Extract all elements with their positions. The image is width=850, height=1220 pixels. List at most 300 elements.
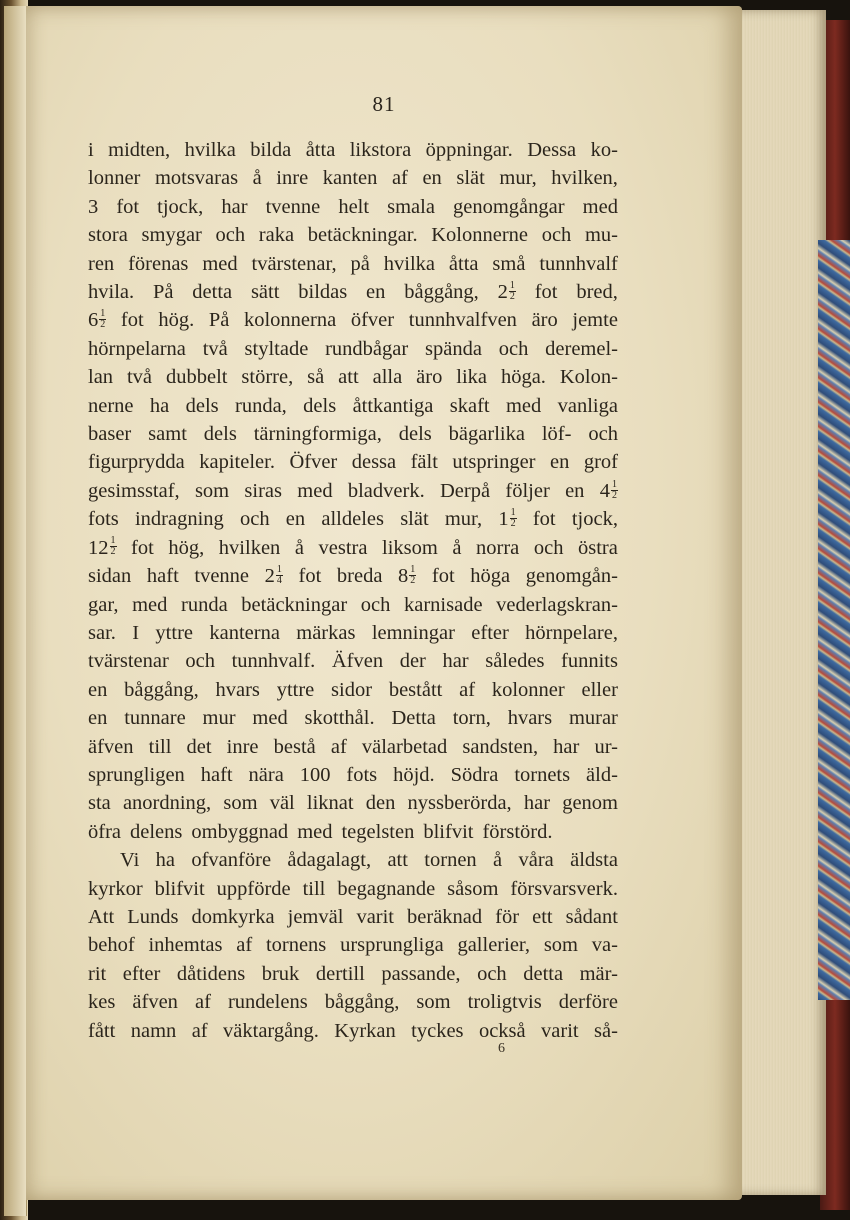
word: skotthål. <box>304 707 375 730</box>
word: 12 $\frac{1}{2}$ <box>88 535 116 559</box>
word: har <box>221 195 248 218</box>
text-line <box>88 164 618 192</box>
word: varit <box>356 905 395 928</box>
word: å <box>493 849 503 872</box>
word: hvilken, <box>551 167 618 190</box>
word: sprungligen <box>88 763 185 786</box>
word: sar. <box>88 621 116 644</box>
text-line <box>88 335 618 363</box>
book-page <box>26 6 742 1200</box>
word: båggång, <box>324 991 400 1014</box>
word: med <box>202 252 238 275</box>
word: fots <box>88 508 119 531</box>
word: Vi <box>120 849 140 872</box>
word: tärningformiga, <box>253 423 382 446</box>
word: af <box>191 1019 208 1042</box>
text-line <box>88 789 618 817</box>
word: kolonnerna <box>243 309 337 332</box>
word: passande, <box>381 962 461 985</box>
word: betäckningar. <box>307 224 418 247</box>
word: rundelens <box>227 991 308 1014</box>
fraction: $\frac{1}{2}$ <box>509 279 515 302</box>
word: äldsta <box>570 849 618 872</box>
word: lemningar <box>371 621 455 644</box>
word: våra <box>518 849 554 872</box>
word: som <box>194 479 230 502</box>
text-line <box>88 647 618 675</box>
word: äld- <box>586 763 618 786</box>
word: hvars <box>215 678 260 701</box>
word: lika <box>456 366 488 389</box>
word: der <box>399 650 426 673</box>
word: hörnpelare, <box>525 621 618 644</box>
word: mär- <box>579 962 618 985</box>
word: tunnhvalfven <box>408 309 517 332</box>
word: ur- <box>594 735 618 758</box>
word: sandsten, <box>462 735 539 758</box>
word: tjock, <box>571 508 618 531</box>
word: smala <box>387 195 435 218</box>
body-text <box>88 136 618 1045</box>
word: dåtidens <box>176 962 246 985</box>
word: gesimsstaf, <box>88 479 180 502</box>
word: så- <box>594 1019 618 1042</box>
text-line <box>88 136 618 164</box>
text-line <box>88 988 618 1016</box>
word: höga <box>470 565 511 588</box>
word: märkas <box>296 621 356 644</box>
word: Lunds <box>127 905 179 928</box>
word: öfra <box>88 820 122 843</box>
word: mu- <box>584 224 618 247</box>
word: som <box>416 991 451 1014</box>
word: en <box>88 678 108 701</box>
word: bred, <box>576 281 618 304</box>
word: va- <box>591 934 618 957</box>
word: murar <box>568 707 618 730</box>
word: äfven <box>132 991 178 1014</box>
word: hvila. <box>88 281 135 304</box>
word: fot <box>532 508 556 531</box>
word: karnisade <box>404 593 483 616</box>
word: hög. <box>158 309 195 332</box>
word: tegelsten <box>341 820 415 843</box>
word: beräknad <box>407 905 483 928</box>
word: försvarsverk. <box>510 877 618 900</box>
text-line <box>88 363 618 391</box>
word: delens <box>130 820 183 843</box>
word: af <box>459 678 476 701</box>
word: att <box>387 849 408 872</box>
word: äro <box>416 366 443 389</box>
word: vestra <box>318 536 368 559</box>
word: liksom <box>382 536 438 559</box>
text-line <box>88 875 618 903</box>
text-line <box>88 846 618 874</box>
word: 3 <box>88 195 99 218</box>
word: Kolonnerne <box>431 224 529 247</box>
word: åtta <box>305 139 336 161</box>
word: således <box>485 650 545 673</box>
word: yttre <box>276 678 315 701</box>
word: uppförde <box>216 877 291 900</box>
word: bestått <box>388 678 443 701</box>
word: inre <box>226 735 259 758</box>
word: rit <box>88 962 107 985</box>
word: äfven <box>88 735 134 758</box>
word: en <box>422 167 442 190</box>
word: har <box>553 735 580 758</box>
word: i <box>88 139 94 161</box>
word: det <box>186 735 212 758</box>
word: med <box>297 820 333 843</box>
word: hvars <box>507 707 553 730</box>
word: tunnhvalf. <box>231 650 316 673</box>
word: sidor <box>331 678 373 701</box>
word: fält <box>410 451 438 474</box>
word: breda <box>336 565 383 588</box>
word: stora <box>88 224 128 247</box>
word: tornets <box>514 763 571 786</box>
word: efter <box>122 962 161 985</box>
word: smygar <box>141 224 202 247</box>
word: förenas <box>128 252 189 275</box>
word: Södra <box>450 763 499 786</box>
word: mur, <box>444 508 483 531</box>
page-stack-edge <box>736 10 826 1195</box>
word: dels <box>203 423 237 446</box>
word: hvilken <box>218 536 281 559</box>
text-line <box>88 250 618 278</box>
word: haft <box>200 763 233 786</box>
word: tyckes <box>411 1019 464 1042</box>
word: grof <box>583 451 618 474</box>
word: större, <box>241 366 294 389</box>
word: yttre <box>155 621 193 644</box>
word: tvärstenar <box>88 650 169 673</box>
word: Dessa <box>527 139 577 161</box>
word: å <box>252 167 262 190</box>
marbled-edge <box>818 240 850 1000</box>
text-line <box>88 477 618 505</box>
word: väl <box>269 792 295 815</box>
word: fot <box>534 281 558 304</box>
word: liknat <box>306 792 354 815</box>
word: välarbetad <box>361 735 448 758</box>
word: funnits <box>561 650 618 673</box>
word: ursprungliga <box>340 934 444 957</box>
word: tvenne <box>194 565 250 588</box>
word: dels <box>303 394 337 417</box>
fraction: $\frac{1}{2}$ <box>110 535 116 558</box>
word: torn, <box>452 707 491 730</box>
word: deremel- <box>545 337 618 360</box>
word: betäckningar <box>241 593 348 616</box>
word: Derpå <box>440 479 491 502</box>
word: den <box>365 792 396 815</box>
word: baser <box>88 423 132 446</box>
word: också <box>478 1019 526 1042</box>
word: och <box>541 224 572 247</box>
word: och <box>498 337 529 360</box>
word: dubbelt <box>165 366 228 389</box>
word: gar, <box>88 593 119 616</box>
text-line <box>88 448 618 476</box>
word: af <box>194 991 211 1014</box>
word: motsvaras <box>154 167 239 190</box>
word: har <box>442 650 469 673</box>
word: af <box>391 167 408 190</box>
word: figurprydda <box>88 451 185 474</box>
word: öfver <box>350 309 395 332</box>
word: ådagalagt, <box>287 849 372 872</box>
text-line <box>88 221 618 249</box>
text-line <box>88 619 618 647</box>
word: helt <box>338 195 370 218</box>
word: höga. <box>500 366 546 389</box>
word: sidan <box>88 565 132 588</box>
word: Att <box>88 905 115 928</box>
word: och <box>360 593 391 616</box>
word: åttkantiga <box>352 394 434 417</box>
text-line <box>88 420 618 448</box>
word: 4 $\frac{1}{2}$ <box>599 478 617 502</box>
text-line <box>88 306 618 334</box>
word: och <box>588 423 618 446</box>
signature-mark: 6 <box>498 1041 505 1056</box>
word: å <box>294 536 304 559</box>
text-line <box>88 591 618 619</box>
word: och <box>239 508 270 531</box>
word: små <box>492 252 526 275</box>
text-line <box>88 818 618 846</box>
word: med <box>132 593 168 616</box>
word: Kolon- <box>559 366 618 389</box>
word: fot <box>431 565 455 588</box>
text-line <box>88 704 618 732</box>
word: en <box>88 707 108 730</box>
fraction: $\frac{1}{2}$ <box>410 563 416 586</box>
word: siras <box>244 479 282 502</box>
word: ko- <box>590 139 618 161</box>
word: indragning <box>134 508 224 531</box>
word: tunnare <box>124 707 186 730</box>
word: dels <box>398 423 432 446</box>
word: slät <box>400 508 429 531</box>
word: namn <box>130 1019 177 1042</box>
word: kolonner <box>491 678 565 701</box>
text-line <box>88 562 618 590</box>
word: å <box>452 536 462 559</box>
word: och <box>533 536 564 559</box>
word: efter <box>471 621 509 644</box>
word: gallerier, <box>457 934 531 957</box>
text-line <box>88 534 618 562</box>
word: två <box>202 337 228 360</box>
word: runda <box>181 593 228 616</box>
word: kanten <box>322 167 378 190</box>
word: midten, <box>108 139 171 161</box>
word: hvilka <box>184 139 236 161</box>
word: en <box>565 479 585 502</box>
word: tjock, <box>157 195 204 218</box>
text-line <box>88 761 618 789</box>
word: styltade <box>244 337 309 360</box>
word: tvenne <box>265 195 321 218</box>
word: varit <box>541 1019 579 1042</box>
word: spända <box>425 337 482 360</box>
word: ofvanföre <box>191 849 272 872</box>
page-number: 81 <box>372 92 396 116</box>
fraction: $\frac{1}{2}$ <box>100 308 106 331</box>
word: fots <box>346 763 378 786</box>
word: skaft <box>449 394 490 417</box>
word: och <box>477 962 507 985</box>
word: åtta <box>448 252 479 275</box>
word: behof <box>88 934 135 957</box>
word: två <box>126 366 153 389</box>
word: hög, <box>168 536 205 559</box>
word: På <box>208 309 230 332</box>
word: båggång, <box>404 281 479 304</box>
text-line <box>88 193 618 221</box>
fraction: $\frac{1}{2}$ <box>611 478 617 501</box>
word: bilda <box>250 139 292 161</box>
word: 1 $\frac{1}{2}$ <box>498 507 516 531</box>
word: af <box>236 934 253 957</box>
word: inre <box>276 167 309 190</box>
word: löf- <box>541 423 572 446</box>
word: att <box>338 366 359 389</box>
word: som <box>543 934 578 957</box>
word: på <box>350 252 370 275</box>
word: derföre <box>558 991 618 1014</box>
word: en <box>549 451 570 474</box>
word: bestå <box>273 735 316 758</box>
word: af <box>330 735 347 758</box>
text-line <box>88 931 618 959</box>
text-line <box>88 1017 618 1045</box>
word: nerne <box>88 394 134 417</box>
word: med <box>505 394 542 417</box>
text-line <box>88 960 618 988</box>
word: rundbågar <box>325 337 409 360</box>
word: haft <box>146 565 179 588</box>
word: ha <box>155 849 175 872</box>
word: dessa <box>351 451 397 474</box>
word: Öfver <box>289 451 338 474</box>
word: sådant <box>565 905 618 928</box>
word: 8 $\frac{1}{2}$ <box>398 563 416 588</box>
fraction: $\frac{1}{4}$ <box>276 563 282 586</box>
word: eller <box>581 678 618 701</box>
word: På <box>152 281 174 304</box>
word: fot <box>131 536 154 559</box>
word: genom <box>562 792 618 815</box>
word: hörnpelarna <box>88 337 186 360</box>
fraction: $\frac{1}{2}$ <box>510 507 516 530</box>
word: tornen <box>424 849 477 872</box>
word: lonner <box>88 167 141 190</box>
word: nyssberörda, <box>407 792 512 815</box>
word: fot <box>120 309 144 332</box>
word: dertill <box>315 962 365 985</box>
word: väktargång. <box>223 1019 319 1042</box>
word: begagnande <box>337 877 436 900</box>
text-line <box>88 733 618 761</box>
word: domkyrka <box>191 905 275 928</box>
word: sätt <box>250 281 280 304</box>
word: Äfven <box>331 650 384 673</box>
word: I <box>132 621 140 644</box>
word: ren <box>88 252 115 275</box>
text-line <box>88 392 618 420</box>
word: inhemtas <box>148 934 223 957</box>
text-line <box>88 676 618 704</box>
word: östra <box>578 536 618 559</box>
word: alldeles <box>321 508 384 531</box>
word: följer <box>505 479 550 502</box>
word: raka <box>258 224 295 247</box>
word: som <box>223 792 258 815</box>
word: mur <box>202 707 236 730</box>
word: Detta <box>391 707 436 730</box>
word: öppningar. <box>425 139 513 161</box>
word: såsom <box>447 877 499 900</box>
word: till <box>148 735 172 758</box>
word: lan <box>88 366 114 389</box>
word: jemte <box>572 309 618 332</box>
word: tvärstenar, <box>251 252 337 275</box>
word: slät <box>456 167 485 190</box>
word: hvilka <box>383 252 436 275</box>
word: sta <box>88 792 111 815</box>
word: ombyggnad <box>191 820 289 843</box>
word: fått <box>88 1019 116 1042</box>
word: detta <box>192 281 233 304</box>
text-line <box>88 903 618 931</box>
word: fot <box>298 565 322 588</box>
word: vederlagskran- <box>496 593 618 616</box>
word: höjd. <box>393 763 435 786</box>
word: bägarlika <box>448 423 525 446</box>
word: för <box>495 905 520 928</box>
word: med <box>252 707 288 730</box>
word: kes <box>88 991 116 1014</box>
text-line <box>88 278 618 306</box>
word: 100 <box>299 763 331 786</box>
word: likstora <box>349 139 412 161</box>
word: kyrkor <box>88 877 143 900</box>
word: blifvit <box>423 820 474 843</box>
word: nära <box>248 763 284 786</box>
word: båggång, <box>124 678 199 701</box>
word: runda, <box>235 394 287 417</box>
word: har <box>523 792 551 815</box>
word: och <box>185 650 216 673</box>
word: bildas <box>298 281 348 304</box>
word: alla <box>372 366 403 389</box>
word: kapiteler. <box>199 451 275 474</box>
word: genomgån- <box>525 565 618 588</box>
word: ha <box>149 394 170 417</box>
word: vanliga <box>557 394 618 417</box>
word: en <box>366 281 386 304</box>
word: förstörd. <box>482 820 553 843</box>
word: bruk <box>261 962 300 985</box>
facing-page-edge <box>4 6 27 1216</box>
word: 2 $\frac{1}{2}$ <box>497 279 515 304</box>
